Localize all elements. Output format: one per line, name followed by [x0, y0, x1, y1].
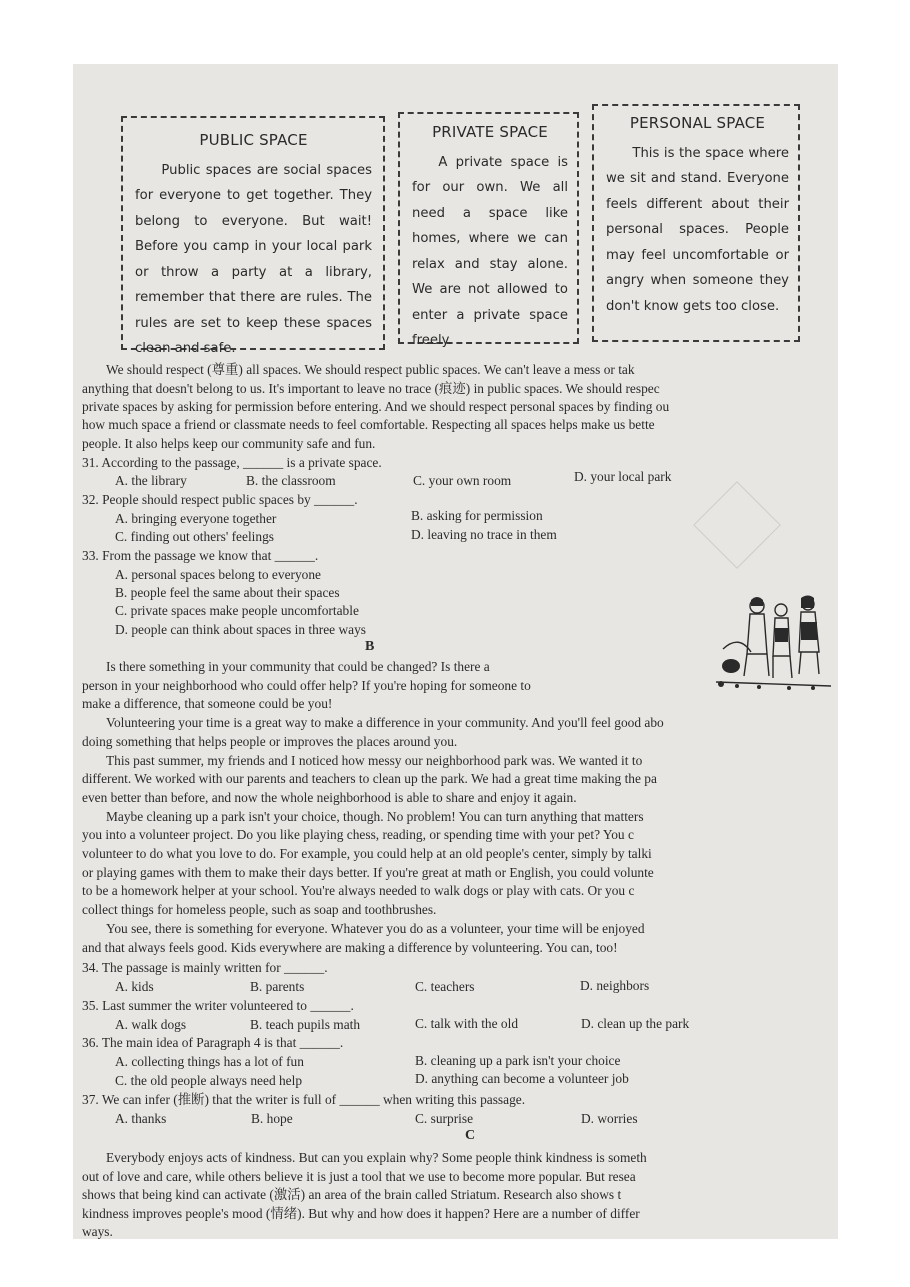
- section-b-line: make a difference, that someone could be you!: [82, 696, 333, 712]
- section-b-line: Is there something in your community that could be changed? Is there a: [106, 659, 490, 674]
- exam-page: [73, 64, 838, 1239]
- q31-option-a: A. the library: [115, 473, 187, 488]
- q35-option-c: C. talk with the old: [415, 1016, 519, 1031]
- section-b-line: volunteer to do what you love to do. For example, you could help at an old people's center, simply by talki: [82, 846, 652, 861]
- private-space-box: [398, 112, 579, 348]
- q31-option-d: D. your local park: [574, 469, 672, 484]
- q35-option-a: A. walk dogs: [115, 1017, 187, 1032]
- personal-space-box: [592, 104, 800, 342]
- section-b-line: and that always feels good. Kids everywhere are making a difference by volunteering. You can, too!: [82, 939, 618, 955]
- private-space-title: PRIVATE SPACE: [432, 123, 548, 141]
- passage-a-line: people. It also helps keep our community safe and fun.: [82, 436, 376, 451]
- question-35: 35. Last summer the writer volunteered to ______.: [82, 998, 354, 1013]
- q36-option-a: A. collecting things has a lot of fun: [115, 1054, 304, 1069]
- private-space-text: A private space is for our own. We all need a space like homes, where we can relax and stay alone. We are not allowed to enter a private space freely.: [412, 154, 568, 348]
- section-b-line: You see, there is something for everyone. Whatever you do as a volunteer, your time will be enjoyed: [106, 920, 645, 936]
- section-b-line: doing something that helps people or improves the places around you.: [82, 733, 458, 749]
- passage-a-line: We should respect (尊重) all spaces. We should respect public spaces. We can't leave a mess or tak: [106, 362, 635, 377]
- q33-option-d: D. people can think about spaces in three ways: [115, 622, 366, 637]
- q33-option-c: C. private spaces make people uncomfortable: [115, 603, 359, 618]
- section-b-label: B: [365, 639, 375, 654]
- q34-option-d: D. neighbors: [580, 978, 650, 993]
- section-b-line: person in your neighborhood who could offer help? If you're hoping for someone to: [82, 677, 531, 693]
- section-b-line: collect things for homeless people, such as soap and toothbrushes.: [82, 902, 437, 918]
- section-b-line: different. We worked with our parents and teachers to clean up the park. We had a great time making the pa: [82, 771, 657, 787]
- q32-option-b: B. asking for permission: [411, 508, 543, 523]
- public-space-box: [121, 116, 385, 356]
- q36-option-c: C. the old people always need help: [115, 1073, 303, 1088]
- section-b-line: you into a volunteer project. Do you like playing chess, reading, or spending time with your pet? You c: [82, 827, 634, 843]
- q32-option-c: C. finding out others' feelings: [115, 529, 274, 544]
- q34-option-b: B. parents: [250, 979, 305, 994]
- q33-option-b: B. people feel the same about their spaces: [115, 585, 340, 600]
- q33-option-a: A. personal spaces belong to everyone: [115, 567, 321, 582]
- q36-option-b: B. cleaning up a park isn't your choice: [415, 1053, 621, 1068]
- q37-option-b: B. hope: [251, 1111, 293, 1126]
- section-b-line: to be a homework helper at your school. You're always needed to walk dogs or play with cats. Or you c: [82, 883, 635, 899]
- section-c-line: Everybody enjoys acts of kindness. But can you explain why? Some people think kindness is someth: [106, 1150, 647, 1165]
- q34-option-c: C. teachers: [415, 979, 475, 994]
- question-34: 34. The passage is mainly written for ______.: [82, 960, 328, 975]
- section-c-line: out of love and care, while others believe it is just a tool that we use to become more popular. But resea: [82, 1168, 636, 1184]
- q36-option-d: D. anything can become a volunteer job: [415, 1071, 629, 1086]
- personal-space-text: This is the space where we sit and stand. Everyone feels different about their personal spaces. People may feel uncomfortable or angry when someone they don't know gets too close.: [606, 145, 789, 314]
- section-c-line: shows that being kind can activate (激活) an area of the brain called Striatum. Research also shows t: [82, 1187, 622, 1203]
- section-b-line: Maybe cleaning up a park isn't your choice, though. No problem! You can turn anything that matters: [106, 808, 644, 824]
- passage-a-line: anything that doesn't belong to us. It's important to leave no trace (痕迹) in public spaces. We should respec: [82, 381, 660, 396]
- section-b-line: This past summer, my friends and I noticed how messy our neighborhood park was. We wanted it to: [106, 752, 643, 768]
- passage-a-line: private spaces by asking for permission before entering. And we should respect personal spaces by finding ou: [82, 399, 670, 414]
- q31-option-b: B. the classroom: [246, 473, 336, 488]
- section-b-line: even better than before, and now the whole neighborhood is able to share and enjoy it again.: [82, 789, 577, 805]
- q32-option-a: A. bringing everyone together: [115, 511, 277, 526]
- section-c-label: C: [465, 1128, 476, 1143]
- volunteer-kids-illustration: [711, 594, 836, 696]
- q37-option-d: D. worries: [581, 1111, 638, 1126]
- question-33: 33. From the passage we know that ______.: [82, 548, 319, 563]
- section-c-line: ways.: [82, 1224, 113, 1239]
- question-32: 32. People should respect public spaces by ______.: [82, 492, 358, 507]
- public-space-text: Public spaces are social spaces for everyone to get together. They belong to everyone. But wait! Before you camp in your local park or throw a party at a library, remember that there are rules. The rules are set to keep these spaces clean and safe.: [135, 162, 372, 356]
- faint-diamond-showthrough: [693, 481, 781, 569]
- question-37: 37. We can infer (推断) that the writer is full of ______ when writing this passage.: [82, 1092, 526, 1107]
- q35-option-d: D. clean up the park: [581, 1016, 690, 1031]
- q32-option-d: D. leaving no trace in them: [411, 527, 557, 542]
- q37-option-a: A. thanks: [115, 1111, 167, 1126]
- personal-space-title: PERSONAL SPACE: [629, 114, 766, 132]
- section-c-line: kindness improves people's mood (情绪). But why and how does it happen? Here are a number of differ: [82, 1205, 640, 1221]
- section-b-line: Volunteering your time is a great way to make a difference in your community. And you'll feel good abo: [106, 715, 664, 731]
- question-31: 31. According to the passage, ______ is a private space.: [82, 455, 382, 470]
- q35-option-b: B. teach pupils math: [250, 1017, 361, 1032]
- q34-option-a: A. kids: [115, 979, 154, 994]
- q37-option-c: C. surprise: [415, 1111, 474, 1126]
- public-space-title: PUBLIC SPACE: [199, 131, 308, 149]
- q31-option-c: C. your own room: [413, 473, 512, 488]
- section-b-line: or playing games with them to make their days better. If you're great at math or English, you could volunte: [82, 864, 654, 880]
- passage-a-line: how much space a friend or classmate needs to feel comfortable. Respecting all spaces helps make us bette: [82, 417, 655, 432]
- question-36: 36. The main idea of Paragraph 4 is that ______.: [82, 1035, 344, 1050]
